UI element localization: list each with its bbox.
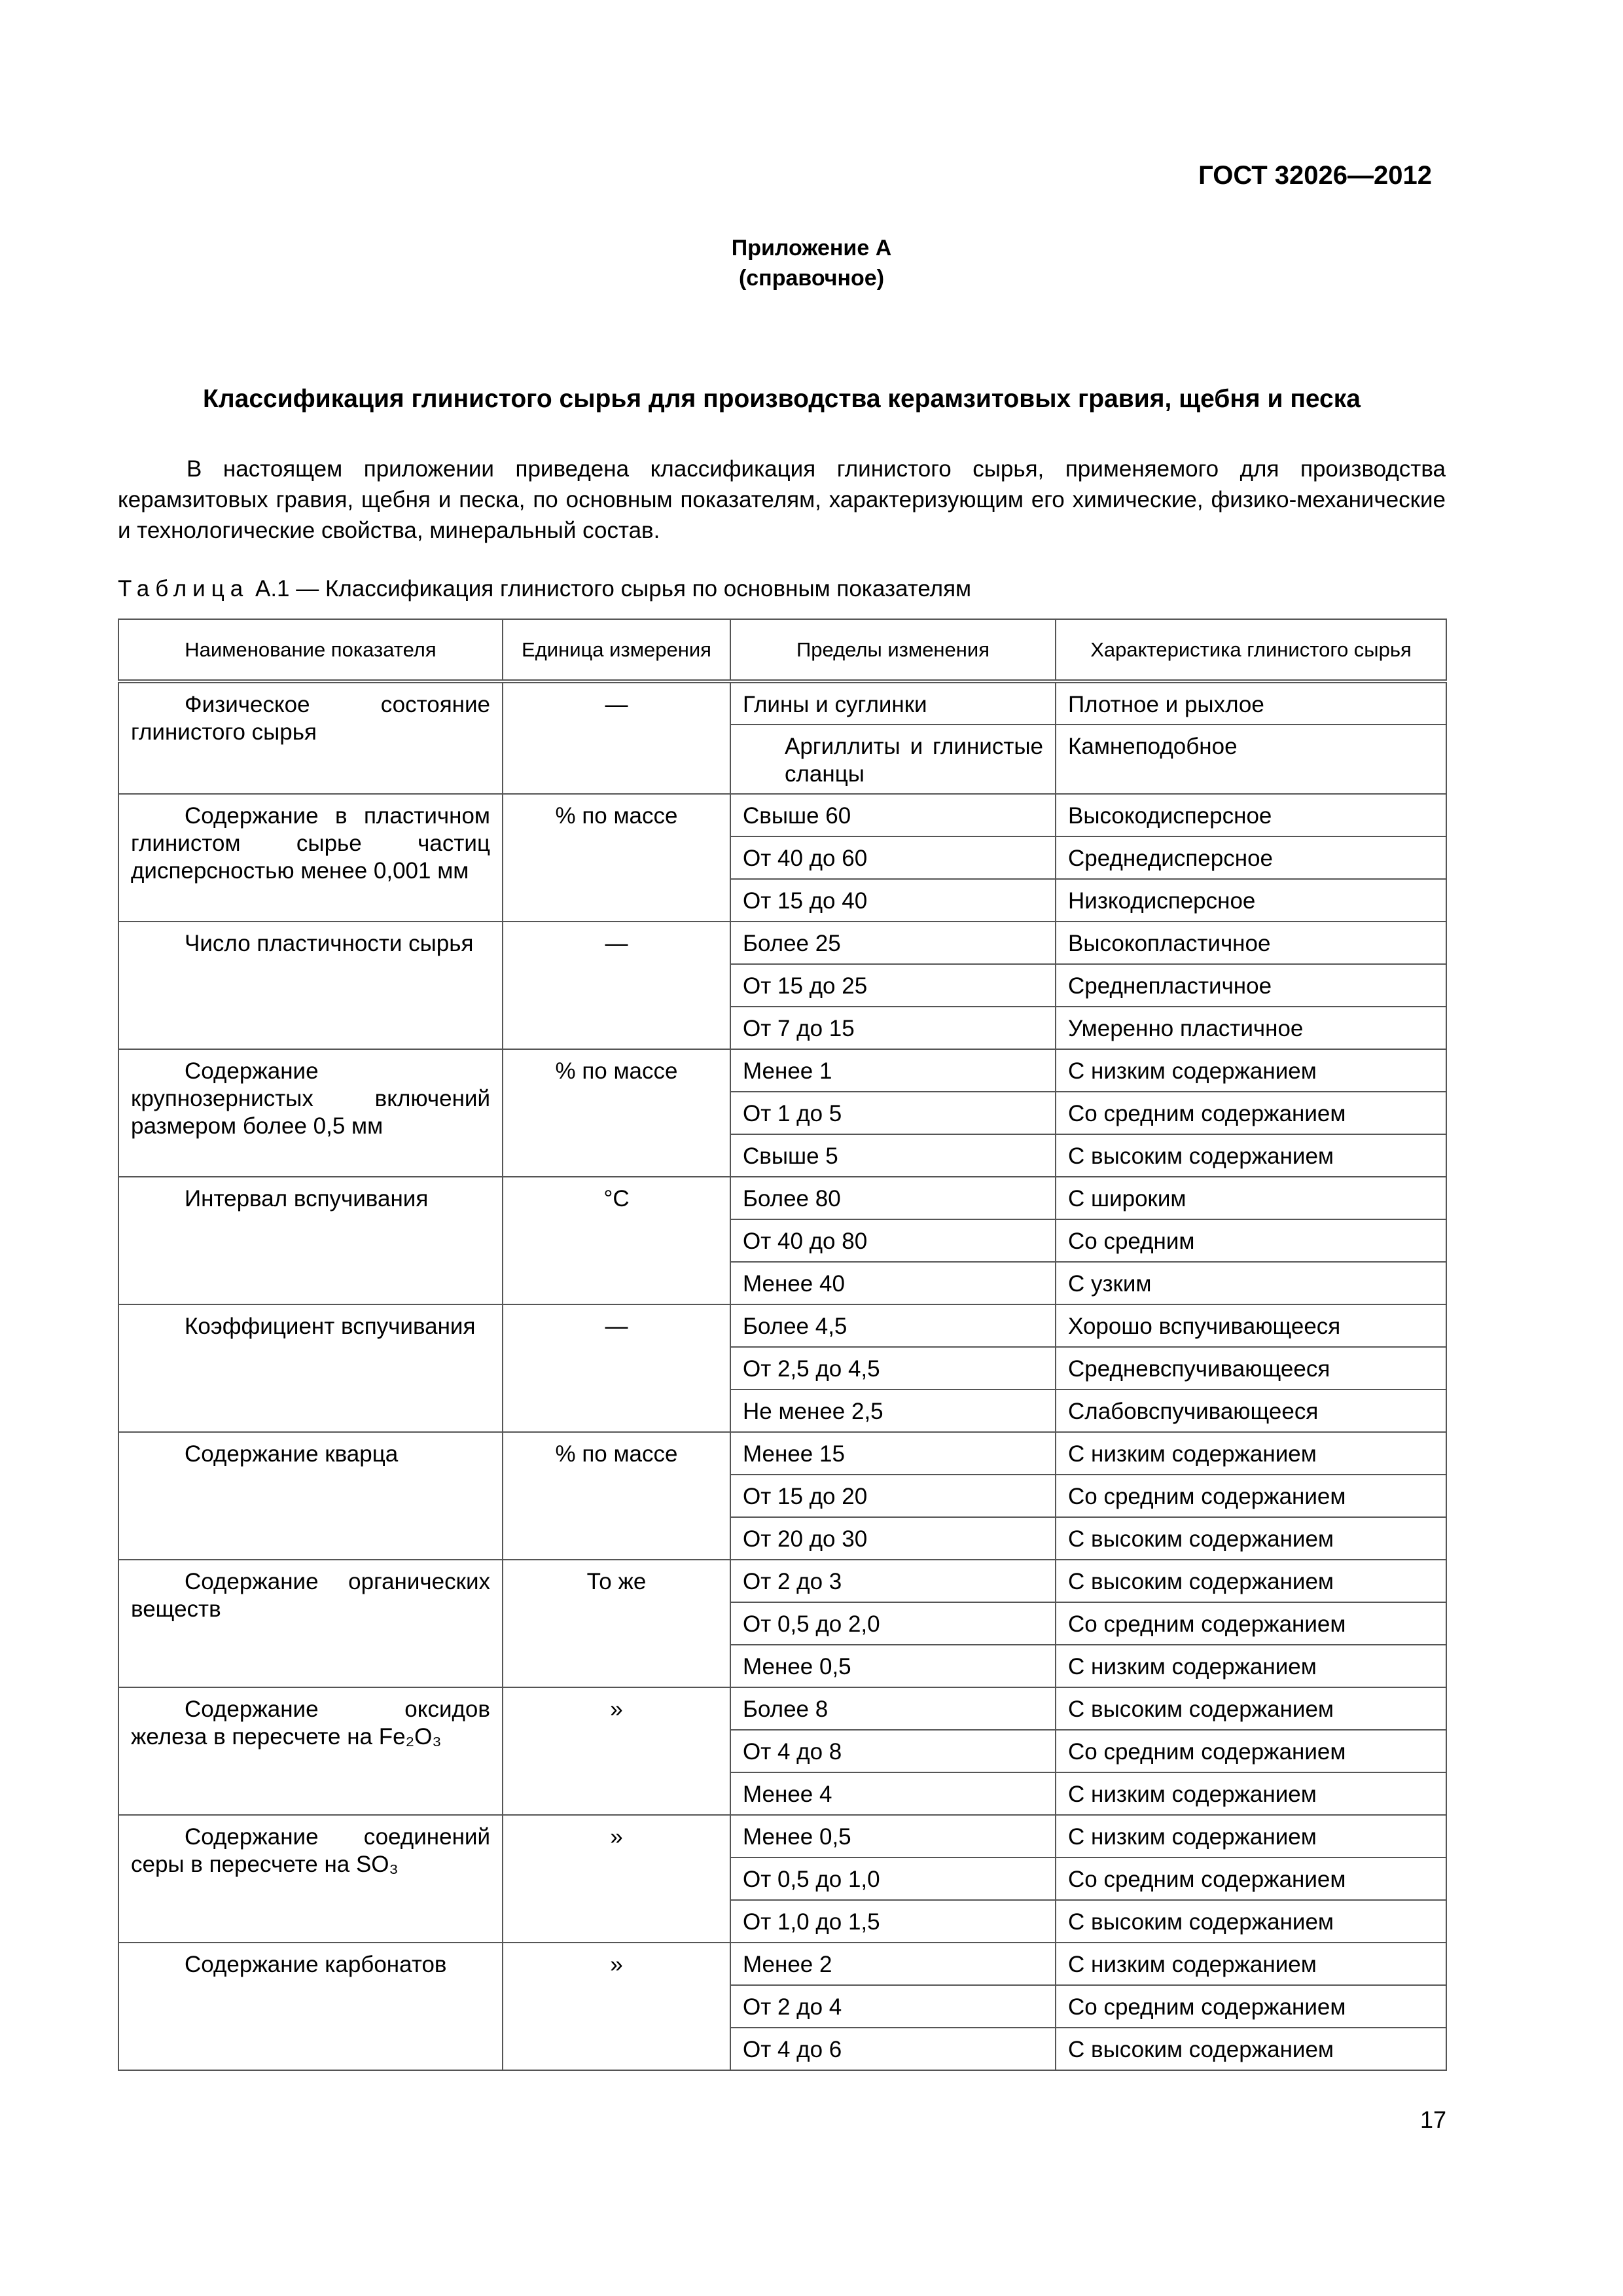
characteristic-cell: С высоким содержанием — [1056, 1517, 1446, 1560]
characteristic-cell: С высоким содержанием — [1056, 1134, 1446, 1177]
characteristic-cell: С широким — [1056, 1177, 1446, 1219]
header-unit: Единица измерения — [503, 619, 730, 681]
appendix-title: Классификация глинистого сырья для производства керамзитовых гравия, щебня и песка — [203, 385, 1361, 413]
unit-cell: — — [503, 922, 730, 1049]
unit-cell: % по массе — [503, 794, 730, 922]
table-caption — [118, 576, 971, 602]
indicator-name-cell: Содержание крупнозернистых включений размером более 0,5 мм — [118, 1049, 503, 1177]
range-cell: От 40 до 80 — [730, 1219, 1056, 1262]
range-cell: От 2 до 4 — [730, 1985, 1056, 2028]
unit-cell: » — [503, 1815, 730, 1943]
characteristic-cell: С высоким содержанием — [1056, 1687, 1446, 1730]
table-row — [118, 681, 1446, 725]
table-caption-text: А.1 — Классификация глинистого сырья по основным показателям — [255, 576, 972, 601]
table-row — [118, 1432, 1446, 1475]
header-range: Пределы изменения — [730, 619, 1056, 681]
characteristic-cell: Камнеподобное — [1056, 725, 1446, 794]
range-cell: От 7 до 15 — [730, 1007, 1056, 1049]
range-cell: Свыше 60 — [730, 794, 1056, 836]
unit-cell: — — [503, 681, 730, 794]
indicator-name-cell: Содержание органических веществ — [118, 1560, 503, 1687]
range-cell: Более 25 — [730, 922, 1056, 964]
range-cell: Менее 40 — [730, 1262, 1056, 1304]
characteristic-cell: Слабовспучивающееся — [1056, 1390, 1446, 1432]
characteristic-cell: Низкодисперсное — [1056, 879, 1446, 922]
range-cell: От 20 до 30 — [730, 1517, 1056, 1560]
range-cell: Аргиллиты и глинистые сланцы — [730, 725, 1056, 794]
unit-cell: % по массе — [503, 1049, 730, 1177]
unit-cell: » — [503, 1687, 730, 1815]
range-cell: От 1 до 5 — [730, 1092, 1056, 1134]
characteristic-cell: С высоким содержанием — [1056, 1560, 1446, 1602]
range-cell: Менее 1 — [730, 1049, 1056, 1092]
appendix-label: Приложение А — [731, 236, 892, 260]
table-row — [118, 1177, 1446, 1219]
header-characteristic: Характеристика глинистого сырья — [1056, 619, 1446, 681]
range-cell: Более 8 — [730, 1687, 1056, 1730]
characteristic-cell: Хорошо вспучивающееся — [1056, 1304, 1446, 1347]
range-cell: От 0,5 до 1,0 — [730, 1857, 1056, 1900]
table-row — [118, 1304, 1446, 1347]
range-cell: Более 80 — [730, 1177, 1056, 1219]
range-cell: Менее 4 — [730, 1772, 1056, 1815]
indicator-name-cell: Содержание кварца — [118, 1432, 503, 1560]
table-row — [118, 794, 1446, 836]
appendix-heading — [0, 233, 1623, 293]
classification-table — [118, 619, 1447, 2071]
characteristic-cell: Со средним содержанием — [1056, 1985, 1446, 2028]
characteristic-cell: Со средним содержанием — [1056, 1857, 1446, 1900]
characteristic-cell: Со средним содержанием — [1056, 1602, 1446, 1645]
range-cell: Менее 15 — [730, 1432, 1056, 1475]
unit-cell: — — [503, 1304, 730, 1432]
characteristic-cell: Среднепластичное — [1056, 964, 1446, 1007]
characteristic-cell: Средневспучивающееся — [1056, 1347, 1446, 1390]
unit-cell: » — [503, 1943, 730, 2070]
characteristic-cell: Высокодисперсное — [1056, 794, 1446, 836]
characteristic-cell: Со средним — [1056, 1219, 1446, 1262]
indicator-name-cell: Число пластичности сырья — [118, 922, 503, 1049]
characteristic-cell: С высоким содержанием — [1056, 2028, 1446, 2070]
unit-cell: То же — [503, 1560, 730, 1687]
range-cell: От 15 до 25 — [730, 964, 1056, 1007]
range-cell: Более 4,5 — [730, 1304, 1056, 1347]
characteristic-cell: С узким — [1056, 1262, 1446, 1304]
unit-cell: % по массе — [503, 1432, 730, 1560]
range-cell: Глины и суглинки — [730, 681, 1056, 725]
range-cell: Менее 0,5 — [730, 1815, 1056, 1857]
range-cell: От 15 до 20 — [730, 1475, 1056, 1517]
intro-paragraph: В настоящем приложении приведена классификация глинистого сырья, применяемого для производства керамзитовых гравия, щебня и песка, по основным показателям, характеризующим его химические, физико-механические и технологические свойства, минеральный состав. — [118, 456, 1446, 543]
table-row — [118, 922, 1446, 964]
document-code: ГОСТ 32026—2012 — [1198, 161, 1432, 190]
range-cell: От 4 до 6 — [730, 2028, 1056, 2070]
table-caption-label: Таблица — [118, 576, 249, 601]
range-cell: От 15 до 40 — [730, 879, 1056, 922]
characteristic-cell: Среднедисперсное — [1056, 836, 1446, 879]
characteristic-cell: С низким содержанием — [1056, 1815, 1446, 1857]
header-indicator: Наименование показателя — [118, 619, 503, 681]
table-row — [118, 1687, 1446, 1730]
range-cell: От 40 до 60 — [730, 836, 1056, 879]
indicator-name-cell: Содержание в пластичном глинистом сырье частиц дисперсностью менее 0,001 мм — [118, 794, 503, 922]
range-cell: Менее 2 — [730, 1943, 1056, 1985]
characteristic-cell: С высоким содержанием — [1056, 1900, 1446, 1943]
table-row — [118, 1560, 1446, 1602]
characteristic-cell: С низким содержанием — [1056, 1645, 1446, 1687]
characteristic-cell: Высокопластичное — [1056, 922, 1446, 964]
characteristic-cell: Умеренно пластичное — [1056, 1007, 1446, 1049]
table-row — [118, 1815, 1446, 1857]
characteristic-cell: Со средним содержанием — [1056, 1730, 1446, 1772]
indicator-name-cell: Содержание карбонатов — [118, 1943, 503, 2070]
range-cell: От 4 до 8 — [730, 1730, 1056, 1772]
characteristic-cell: Со средним содержанием — [1056, 1475, 1446, 1517]
range-cell: От 2 до 3 — [730, 1560, 1056, 1602]
indicator-name-cell: Физическое состояние глинистого сырья — [118, 681, 503, 794]
range-cell: От 1,0 до 1,5 — [730, 1900, 1056, 1943]
unit-cell: °С — [503, 1177, 730, 1304]
table-row — [118, 1049, 1446, 1092]
characteristic-cell: С низким содержанием — [1056, 1772, 1446, 1815]
table-body — [118, 681, 1446, 2070]
characteristic-cell: Плотное и рыхлое — [1056, 681, 1446, 725]
characteristic-cell: С низким содержанием — [1056, 1943, 1446, 1985]
indicator-name-cell: Содержание оксидов железа в пересчете на Fe₂O₃ — [118, 1687, 503, 1815]
characteristic-cell: С низким содержанием — [1056, 1432, 1446, 1475]
characteristic-cell: С низким содержанием — [1056, 1049, 1446, 1092]
range-cell: Менее 0,5 — [730, 1645, 1056, 1687]
range-cell: Не менее 2,5 — [730, 1390, 1056, 1432]
page-number: 17 — [1419, 2106, 1446, 2133]
characteristic-cell: Со средним содержанием — [1056, 1092, 1446, 1134]
range-cell: От 0,5 до 2,0 — [730, 1602, 1056, 1645]
appendix-status: (справочное) — [738, 266, 885, 291]
indicator-name-cell: Интервал вспучивания — [118, 1177, 503, 1304]
range-cell: От 2,5 до 4,5 — [730, 1347, 1056, 1390]
range-cell: Свыше 5 — [730, 1134, 1056, 1177]
table-row — [118, 1943, 1446, 1985]
indicator-name-cell: Коэффициент вспучивания — [118, 1304, 503, 1432]
table-header-row — [118, 619, 1446, 681]
indicator-name-cell: Содержание соединений серы в пересчете на SO₃ — [118, 1815, 503, 1943]
